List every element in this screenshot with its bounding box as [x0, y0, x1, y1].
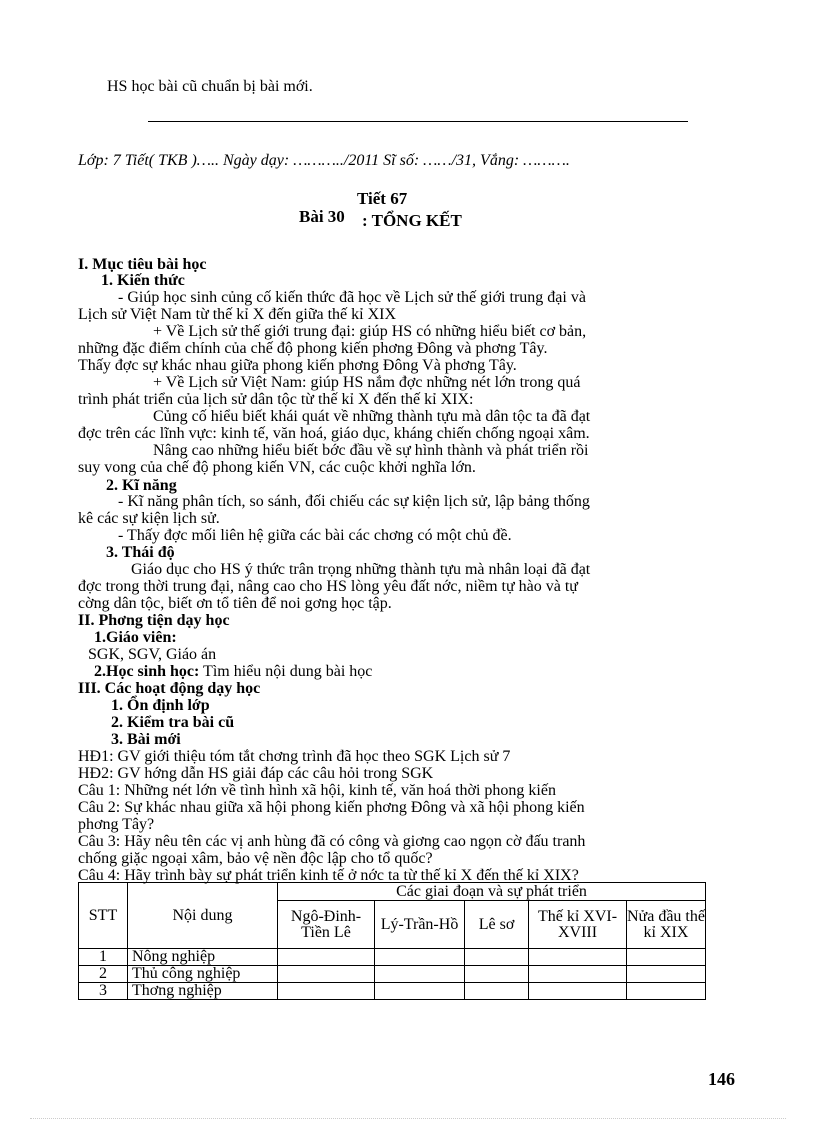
heading-stabilize: 1. Ổn định lớp	[111, 697, 210, 714]
class-info-line: Lớp: 7 Tiết( TKB )….. Ngày dạy: ………../2011 Sĩ số: ……/31, Vắng: ……….	[78, 152, 570, 169]
bottom-divider	[30, 1118, 786, 1119]
text-line: Củng cố hiểu biết khái quát về những thành tựu mà dân tộc ta đã đạt	[153, 408, 591, 425]
heading-skills: 2. Kĩ năng	[106, 477, 177, 494]
text-line: cờng dân tộc, biết ơn tổ tiên để noi gơng học tập.	[78, 595, 392, 612]
header-period: Lê sơ	[465, 901, 529, 949]
table-cell	[627, 966, 706, 983]
page-number: 146	[708, 1069, 735, 1089]
lesson-number: Tiết 67	[357, 189, 408, 208]
table-cell	[465, 949, 529, 966]
prep-line: HS học bài cũ chuẩn bị bài mới.	[107, 78, 313, 95]
text-line: chống giặc ngoại xâm, bảo vệ nền độc lập cho tổ quốc?	[78, 850, 433, 867]
text-line: Câu 3: Hãy nêu tên các vị anh hùng đã có công và giơng cao ngọn cờ đấu tranh	[78, 833, 586, 850]
row-content: Thơng nghiệp	[128, 983, 278, 1000]
table-cell	[375, 983, 465, 1000]
text-line: - Thấy đợc mối liên hệ giữa các bài các chơng có một chủ đề.	[118, 527, 512, 544]
row-content: Thủ công nghiệp	[128, 966, 278, 983]
text-line: Lịch sử Việt Nam từ thế kỉ X đến giữa thế kỉ XIX	[78, 306, 397, 323]
text-line: HĐ1: GV giới thiệu tóm tắt chơng trình đã học theo SGK Lịch sử 7	[78, 748, 511, 765]
table-cell	[529, 949, 627, 966]
text-line: đợc trong thời trung đại, nâng cao cho HS lòng yêu đất nớc, niềm tự hào và tự	[78, 578, 578, 595]
lesson-title-lesson: Bài 30	[299, 207, 345, 226]
text-line: - Giúp học sinh củng cố kiến thức đã học về Lịch sử thế giới trung đại và	[118, 289, 586, 306]
text-line: SGK, SGV, Giáo án	[88, 646, 217, 663]
text-line: suy vong của chế độ phong kiến VN, các cuộc khởi nghĩa lớn.	[78, 459, 476, 476]
lesson-title-text: : TỔNG KẾT	[362, 211, 462, 230]
heading-new-lesson: 3. Bài mới	[111, 731, 181, 748]
table-cell	[375, 949, 465, 966]
text-line: - Kĩ năng phân tích, so sánh, đối chiếu các sự kiện lịch sử, lập bảng thống	[118, 493, 590, 510]
header-period: Lý-Trần-Hồ	[375, 901, 465, 949]
row-content: Nông nghiệp	[128, 949, 278, 966]
text-line: Nâng cao những hiểu biết bớc đầu về sự hình thành và phát triển rồi	[153, 442, 589, 459]
text-line: + Về Lịch sử Việt Nam: giúp HS nắm đợc những nét lớn trong quá	[153, 374, 581, 391]
text-line: HĐ2: GV hớng dẫn HS giải đáp các câu hỏi trong SGK	[78, 765, 434, 782]
row-stt: 1	[79, 949, 128, 966]
text-line: những đặc điểm chính của chế độ phong kiến phơng Đông và phơng Tây.	[78, 340, 548, 357]
table-row	[79, 949, 706, 966]
text-line: đợc trên các lĩnh vực: kinh tế, văn hoá, giáo dục, kháng chiến chống ngoại xâm.	[78, 425, 590, 442]
text-line: trình phát triển của lịch sử dân tộc từ thế kỉ X đến thế kỉ XIX:	[78, 391, 474, 408]
section-objectives: I. Mục tiêu bài học	[78, 256, 207, 273]
table-cell	[278, 949, 375, 966]
table-cell	[465, 983, 529, 1000]
table-cell	[529, 966, 627, 983]
header-periods-group: Các giai đoạn và sự phát triển	[278, 883, 706, 901]
text-line: phơng Tây?	[78, 816, 155, 833]
section-activities: III. Các hoạt động dạy học	[78, 680, 261, 697]
header-content: Nội dung	[128, 883, 278, 949]
table-row	[79, 983, 706, 1000]
table-cell	[278, 966, 375, 983]
development-table	[78, 882, 706, 1000]
table-row	[79, 966, 706, 983]
heading-teacher: 1.Giáo viên:	[94, 629, 177, 646]
text-line: Câu 4: Hãy trình bày sự phát triển kinh tế ở nớc ta từ thế kỉ X đến thế kỉ XIX?	[78, 867, 579, 884]
table-cell	[465, 966, 529, 983]
text-line: + Về Lịch sử thế giới trung đại: giúp HS có những hiểu biết cơ bản,	[153, 323, 587, 340]
row-stt: 2	[79, 966, 128, 983]
table-cell	[278, 983, 375, 1000]
student-label: 2.Học sinh học:	[94, 663, 200, 680]
heading-attitude: 3. Thái độ	[106, 544, 175, 561]
separator-rule	[148, 121, 688, 122]
table-cell	[529, 983, 627, 1000]
table-cell	[627, 949, 706, 966]
text-line: kê các sự kiện lịch sử.	[78, 510, 220, 527]
header-period: Nửa đầu thế kỉ XIX	[627, 901, 706, 949]
text-line: Thấy đợc sự khác nhau giữa phong kiến phơng Đông Và phơng Tây.	[78, 357, 517, 374]
text-line: Câu 2: Sự khác nhau giữa xã hội phong kiến phơng Đông và xã hội phong kiến	[78, 799, 585, 816]
student-text: Tìm hiểu nội dung bài học	[199, 663, 373, 680]
header-stt: STT	[79, 883, 128, 949]
header-period: Thế kỉ XVI-XVIII	[529, 901, 627, 949]
text-line: Giáo dục cho HS ý thức trân trọng những thành tựu mà nhân loại đã đạt	[131, 561, 591, 578]
heading-review: 2. Kiểm tra bài cũ	[111, 714, 235, 731]
header-period: Ngô-Đinh-Tiền Lê	[278, 901, 375, 949]
section-means: II. Phơng tiện dạy học	[78, 612, 230, 629]
heading-knowledge: 1. Kiến thức	[101, 272, 185, 289]
table-cell	[375, 966, 465, 983]
row-stt: 3	[79, 983, 128, 1000]
table-cell	[627, 983, 706, 1000]
text-line: Câu 1: Những nét lớn về tình hình xã hội, kinh tế, văn hoá thời phong kiến	[78, 782, 556, 799]
heading-student	[94, 663, 372, 680]
